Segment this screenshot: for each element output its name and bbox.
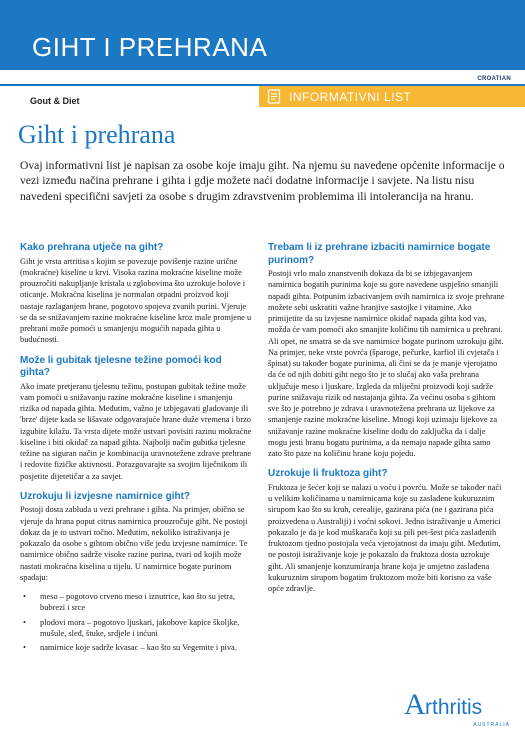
logo-subtitle: AUSTRALIA <box>473 722 510 728</box>
purine-food-list <box>20 591 252 653</box>
english-subtitle: Gout & Diet <box>30 96 80 106</box>
info-sheet-label: INFORMATIVNI LIST <box>289 90 412 104</box>
header-band <box>0 0 525 70</box>
section-body-diet-effect: Giht je vrsta artritisa s kojim se povezuje povišenje razine uričnе (mokraćne) kiseline u krvi. Visoka razina mokraćne kiseline može prouzročiti nakupljanje kristala u zglobovima što uzrokuje bolove i oticanje. Mokraćna kiselina je normalan otpadni proizvod koji nastaje razlaganjem hrane, pogotovo spojeva zvanih purini. Vjeruje se da se snižavanjem razine mokraćne kiseline kroz male promjene u prehrani može pomoći u smanjenju mogućih napada gihta u budućnosti. <box>20 256 252 345</box>
page-title: Giht i prehrana <box>18 120 176 149</box>
section-body-fructose: Fruktoza je šećer koji se nalazi u voću i povrću. Može se također naći u velikim količinama u namirnicama koje su zaslađene kukuruznim sirupom kao što su kruh, cerealije, gazirana pića (ne i gazirana pića proizvedena u Australiji) i voćni sokovi. Jedno istraživanje u Americi pokazalo je da je kod muškarača koji su pili pet-šest pića zaslađenih fruktozom tjedno postojala veća vjerojatnost da imaju giht. Međutim, ne postoji istraživanje koje je pokazalo da fruktoza dosta uzrokuje giht. Ali smanjenje konzumiranja hrane koja je umjetno zaslađena kukuruznim sirupom bogatim fruktozom može biti korisno za vaše opće zdravlje. <box>268 482 502 593</box>
section-heading-fructose: Uzrokuje li fruktoza giht? <box>268 468 388 480</box>
list-item: • meso – pogotovo crveno meso i iznutrice, kao što su jetra, bubrezi i srce <box>20 591 252 614</box>
list-item: • plodovi mora – pogotovo ljuskari, jakobove kapice školjke, mušule, sleđ, štuke, srdjele i inćuni <box>20 617 252 640</box>
logo-initial: A <box>404 688 426 721</box>
section-heading-diet-effect: Kako prehrana utječe na giht? <box>20 242 164 253</box>
section-body-purine-removal: Postoji vrlo malo znanstvenih dokaza da bi se izbjegavanjem namirnica bogatih purinima koje su gore navedene uspješno smanjili napadi gihta. Potpunim izbacivanjem ovih namirnica iz svoje prehrane možete sebi uskratiti važne hranjive sastojke i vitamine. Ako primijetite da su izvjesne namirnice okidač napada gihta kod vas, možda će vam pomoći ako smanjite količinu tih namirnica u prehrani. Ali opet, ne smatra se da sve namirnice bogate purinom uzrokuju giht. Na primjer, neke vrste povrća (šparoge, pečurke, karfiol ili cvjetača i špinat) su također bogate purinima, ali čini se da je manje vjerojatno da će od njih dobiti giht nego što je to slučaj ako vaša prehrana uključuje meso i ljuskare. Izgleda da mliječni proizvodi koji sadrže purine snižavaju rizik od nastajanja gihta. Za većinu osoba s gihtom sve što je potrebno je zdrava i uravnotežena prehrana uz lijekove za smanjenje razine mokraćne kiseline. Mnogi koji uzimaju lijekove za snižavanje razine mokraćne kiseline dođu do zaključka da i dalje mogu jesti hranu bogatu purinima, a da nemaju napade gihta samo zato što paze na količinu hrane koju pojedu. <box>268 269 505 458</box>
language-label: CROATIAN <box>477 76 511 82</box>
list-item: • namirnice koje sadrže kvasac – kao što su Vegemite i piva. <box>20 642 252 653</box>
right-column <box>268 242 505 603</box>
section-body-weight-loss: Ako imate pretjeranu tjelesnu težinu, postupan gubitak težine može vam pomoći u snižavanju razine mokraćne kiseline i smanjenju rizika od napada gihta. Međutim, važno je izbjegavati gladovanje ili 'brze' dijete kada se lišavate odgovarajuće hrane duže vremena i brzo izgubite kilažu. Ta vrsta dijete može ustvari povisiti razinu mokraćne kiseline i biti okidač za napad gihta. Najbolji način gubitka tjelesne težine na siguran način je kombinacija uravnotežene zdrave prehrane i redovite fizičke aktivnosti. Porazgovarajte sa svojim liječnikom ili posjetite dijetetičar a za savjet. <box>20 381 252 481</box>
section-heading-weight-loss: Može li gubitak tjelesne težine pomoći kod gihta? <box>20 354 222 378</box>
info-sheet-tab <box>259 86 525 107</box>
document-icon <box>267 89 281 104</box>
header-title: GIHT I PREHRANA <box>32 32 268 62</box>
section-heading-purine-removal: Trebam li iz prehrane izbaciti namirnice bogate purinom? <box>268 242 491 266</box>
section-body-foods: Postoji dosta zabluda u vezi prehrane i gihta. Na primjer, obično se vjeruje da hrana poput citrus namirnica prouzročuje giht. Ne postoji dokaz da je to ustvari točno. Međutim, nekoliko istraživanja je pokazalo da osobe s gihtom obično više jedu izvjesne namirnice. Te namirnice obično sadrže visoke razine purina, tvari od kojih može nastati mokraćna kiselina u tijelu. U namirnice bogate purinom spadaju: <box>20 505 248 582</box>
arthritis-australia-logo <box>404 690 512 732</box>
section-heading-foods: Uzrokuju li izvjesne namirnice giht? <box>20 490 191 502</box>
left-column <box>20 242 252 656</box>
intro-paragraph: Ovaj informativni list je napisan za osobe koje imaju giht. Na njemu su navedene općenite informacije o vezi između načina prehrane i gihta i gdje možete naći dodatne informacije i savjete. Na listu nisu navedeni specifični savjeti za osobe s drugim zdravstvenim problemima ili intolerancija na hranu. <box>20 159 505 203</box>
logo-wordmark: rthritis <box>425 696 483 719</box>
